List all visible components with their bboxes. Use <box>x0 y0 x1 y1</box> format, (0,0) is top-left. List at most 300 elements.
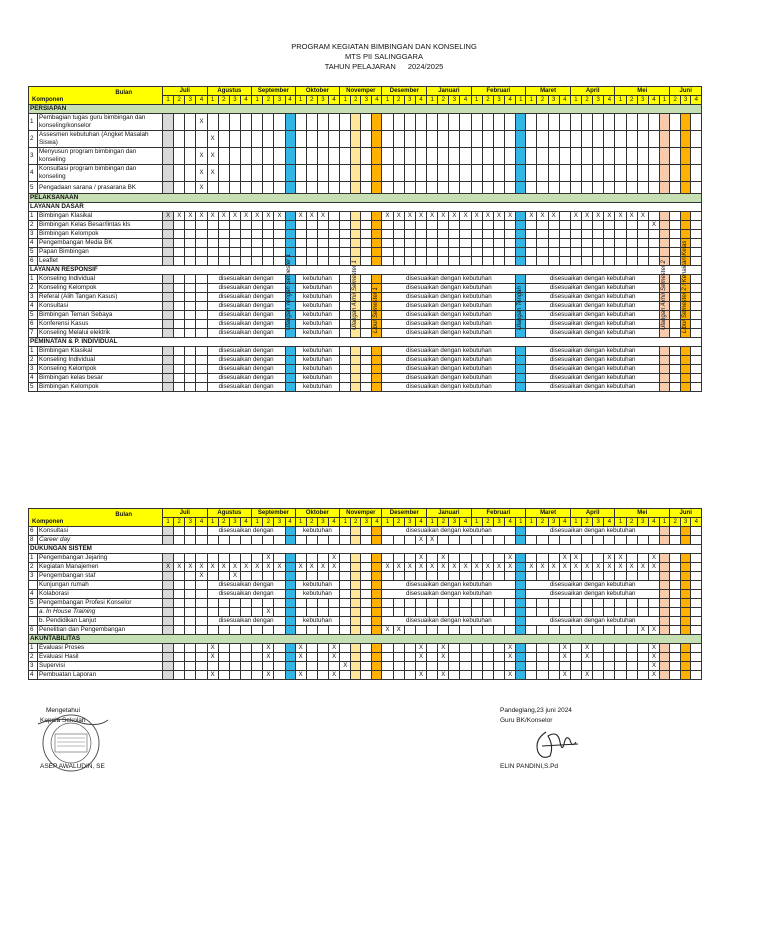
week-cell <box>471 536 482 545</box>
week-cell <box>263 248 274 257</box>
week-cell <box>526 599 537 608</box>
week-cell: X <box>263 653 274 662</box>
week-header: 3 <box>229 518 240 527</box>
week-cell <box>604 131 615 148</box>
vertical-band-utsem1 <box>285 644 295 653</box>
vertical-band-libur2 <box>681 114 691 131</box>
bulan-label: Bulan <box>115 512 132 518</box>
week-header: 3 <box>637 96 648 105</box>
week-cell: X <box>207 563 218 572</box>
week-cell: X <box>229 212 240 221</box>
week-cell <box>361 114 372 131</box>
week-cell <box>460 248 471 257</box>
vertical-band-utsem2 <box>516 563 526 572</box>
vertical-band-utsem1 <box>285 626 295 635</box>
activity-label: Kunjungan rumah <box>38 581 163 590</box>
week-cell: X <box>229 572 240 581</box>
month-header: Mei <box>615 509 670 518</box>
week-cell <box>317 114 328 131</box>
vertical-band-uasem2 <box>660 221 670 230</box>
row-number: 4 <box>29 239 38 248</box>
week-cell: X <box>207 671 218 680</box>
week-cell <box>229 644 240 653</box>
week-cell: X <box>427 212 438 221</box>
week-cell <box>548 131 559 148</box>
week-cell <box>229 248 240 257</box>
week-cell <box>415 626 426 635</box>
week-cell <box>615 626 626 635</box>
week-cell <box>252 182 263 194</box>
week-cell <box>163 284 174 293</box>
week-cell <box>218 608 229 617</box>
week-cell <box>582 148 593 165</box>
week-cell <box>404 239 415 248</box>
week-cell <box>295 554 306 563</box>
activity-row <box>29 239 702 248</box>
week-cell <box>252 230 263 239</box>
week-cell <box>670 608 681 617</box>
activity-row <box>29 165 702 182</box>
week-cell <box>449 662 460 671</box>
week-cell <box>637 662 648 671</box>
week-cell <box>427 148 438 165</box>
week-cell <box>361 284 372 293</box>
week-cell <box>438 608 449 617</box>
week-cell <box>329 248 340 257</box>
row-number: 3 <box>29 148 38 165</box>
activity-label: Evaluasi Hasil <box>38 653 163 662</box>
vertical-band-utsem2 <box>516 347 526 356</box>
row-number: 4 <box>29 302 38 311</box>
komponen-label: Komponen <box>32 519 64 525</box>
week-cell <box>218 239 229 248</box>
vertical-band-utsem1 <box>285 114 295 131</box>
week-header: 1 <box>295 96 306 105</box>
week-cell <box>593 536 604 545</box>
week-cell: X <box>505 653 516 662</box>
week-cell <box>691 608 702 617</box>
week-cell <box>218 131 229 148</box>
week-cell <box>340 590 351 599</box>
week-cell <box>460 148 471 165</box>
week-cell <box>306 182 317 194</box>
vertical-band-utsem2 <box>516 257 526 266</box>
week-cell <box>340 275 351 284</box>
week-cell <box>427 221 438 230</box>
week-cell: X <box>626 563 637 572</box>
vertical-band-libur1 <box>372 257 382 266</box>
week-cell <box>593 230 604 239</box>
week-cell <box>537 662 548 671</box>
week-cell <box>196 257 207 266</box>
schedule-table-2 <box>28 508 702 680</box>
week-cell <box>615 608 626 617</box>
week-cell <box>340 114 351 131</box>
schedule-note: disesuaikan dengan kebutuhan <box>382 365 516 374</box>
week-cell <box>493 554 504 563</box>
week-cell <box>570 626 581 635</box>
week-cell <box>361 590 372 599</box>
week-cell <box>185 617 196 626</box>
week-cell <box>393 536 404 545</box>
vertical-band-libur2 <box>681 131 691 148</box>
schedule-note: disesuaikan dengan kebutuhan <box>526 527 660 536</box>
week-cell <box>526 554 537 563</box>
week-header: 1 <box>207 96 218 105</box>
week-cell <box>637 572 648 581</box>
activity-label: Konseling Individual <box>38 356 163 365</box>
week-cell <box>393 114 404 131</box>
week-header: 3 <box>493 96 504 105</box>
week-cell <box>670 536 681 545</box>
schedule-note: kebutuhan <box>295 383 340 392</box>
week-cell <box>604 239 615 248</box>
week-cell <box>218 248 229 257</box>
week-cell <box>493 536 504 545</box>
week-cell <box>471 148 482 165</box>
week-cell <box>670 329 681 338</box>
week-cell <box>548 572 559 581</box>
week-cell: X <box>196 114 207 131</box>
week-cell <box>185 383 196 392</box>
week-cell <box>593 572 604 581</box>
vertical-band-libur1 <box>372 572 382 581</box>
week-cell <box>317 148 328 165</box>
week-cell <box>691 347 702 356</box>
week-cell <box>393 572 404 581</box>
week-header: 1 <box>207 518 218 527</box>
week-header: 1 <box>471 96 482 105</box>
week-cell <box>615 248 626 257</box>
title-line-1: PROGRAM KEGIATAN BIMBINGAN DAN KONSELING <box>291 42 477 51</box>
week-cell: X <box>615 563 626 572</box>
week-cell <box>670 356 681 365</box>
week-cell <box>393 165 404 182</box>
week-cell <box>637 148 648 165</box>
week-cell <box>241 662 252 671</box>
week-cell <box>637 644 648 653</box>
vertical-band-utsem2 <box>516 182 526 194</box>
month-header: Juni <box>670 87 702 96</box>
week-cell <box>229 182 240 194</box>
week-cell <box>340 284 351 293</box>
week-cell: X <box>163 563 174 572</box>
section-row <box>29 635 702 644</box>
vertical-band-libur1 <box>372 644 382 653</box>
row-number: 3 <box>29 572 38 581</box>
week-cell: X <box>604 554 615 563</box>
week-cell <box>163 131 174 148</box>
week-cell <box>174 248 185 257</box>
week-cell <box>393 554 404 563</box>
week-cell <box>559 572 570 581</box>
vertical-band-libur1 <box>372 212 382 221</box>
week-cell <box>317 572 328 581</box>
week-cell <box>471 626 482 635</box>
week-cell <box>329 626 340 635</box>
week-cell <box>626 608 637 617</box>
vertical-band-uasem1 <box>351 230 361 239</box>
week-cell <box>263 131 274 148</box>
vertical-band-libur2 <box>681 165 691 182</box>
vertical-band-libur1 <box>372 148 382 165</box>
activity-label: Konsultasi program bimbingan dan konseling <box>38 165 163 182</box>
week-cell <box>317 257 328 266</box>
schedule-note: disesuaikan dengan kebutuhan <box>382 374 516 383</box>
activity-label: Assesmen kebutuhan (Angket Masalah Siswa) <box>38 131 163 148</box>
vertical-band-uasem2 <box>660 527 670 536</box>
vertical-band-uasem2 <box>660 536 670 545</box>
week-cell <box>691 365 702 374</box>
vertical-band-utsem2 <box>516 383 526 392</box>
week-cell <box>274 257 285 266</box>
week-cell <box>340 148 351 165</box>
week-cell <box>361 653 372 662</box>
week-cell <box>306 230 317 239</box>
tahun-label: TAHUN PELAJARAN <box>324 62 396 71</box>
week-cell: X <box>317 563 328 572</box>
activity-label: Menyusun program bimbingan dan konseling <box>38 148 163 165</box>
week-cell <box>174 374 185 383</box>
week-cell <box>185 221 196 230</box>
week-cell <box>274 554 285 563</box>
week-header: 1 <box>295 518 306 527</box>
schedule-note: disesuaikan dengan <box>207 311 285 320</box>
week-cell <box>626 257 637 266</box>
week-header: 2 <box>626 96 637 105</box>
week-cell <box>241 230 252 239</box>
week-cell: X <box>615 212 626 221</box>
week-cell <box>185 653 196 662</box>
month-header-row <box>29 509 702 518</box>
week-cell <box>263 572 274 581</box>
week-cell <box>691 212 702 221</box>
week-cell: X <box>393 563 404 572</box>
week-cell <box>274 131 285 148</box>
week-cell <box>460 182 471 194</box>
week-cell <box>648 182 659 194</box>
week-cell <box>637 599 648 608</box>
month-header: Oktober <box>295 87 340 96</box>
week-cell: X <box>207 212 218 221</box>
vertical-band-utsem2 <box>516 230 526 239</box>
week-cell <box>196 221 207 230</box>
week-cell <box>196 248 207 257</box>
week-cell <box>460 536 471 545</box>
document-title <box>0 42 768 72</box>
week-cell <box>670 554 681 563</box>
week-cell <box>218 182 229 194</box>
week-cell <box>593 221 604 230</box>
schedule-note: disesuaikan dengan kebutuhan <box>382 302 516 311</box>
week-cell <box>471 230 482 239</box>
week-cell <box>559 599 570 608</box>
week-cell <box>648 536 659 545</box>
activity-label: Konseling Individual <box>38 275 163 284</box>
row-number: 2 <box>29 131 38 148</box>
week-cell <box>361 383 372 392</box>
row-number: 3 <box>29 230 38 239</box>
week-cell <box>537 239 548 248</box>
week-cell <box>582 608 593 617</box>
week-cell <box>218 230 229 239</box>
week-cell <box>295 182 306 194</box>
week-cell <box>207 662 218 671</box>
week-header: 3 <box>317 96 328 105</box>
schedule-note: kebutuhan <box>295 293 340 302</box>
week-cell <box>604 608 615 617</box>
week-cell <box>163 572 174 581</box>
week-cell <box>229 221 240 230</box>
week-cell <box>340 221 351 230</box>
week-cell <box>604 248 615 257</box>
vertical-band-libur2 <box>681 536 691 545</box>
week-cell <box>295 248 306 257</box>
week-cell <box>438 257 449 266</box>
week-cell <box>449 599 460 608</box>
week-cell <box>537 671 548 680</box>
week-cell <box>174 590 185 599</box>
vertical-band-utsem1 <box>285 536 295 545</box>
week-cell <box>593 257 604 266</box>
week-cell <box>670 131 681 148</box>
week-cell <box>449 221 460 230</box>
week-cell <box>637 230 648 239</box>
week-cell <box>252 644 263 653</box>
month-header: Desember <box>382 87 427 96</box>
vertical-band-uasem1 <box>351 182 361 194</box>
activity-label: Pembuatan Laporan <box>38 671 163 680</box>
week-cell: X <box>252 212 263 221</box>
week-cell <box>306 221 317 230</box>
week-header: 3 <box>274 96 285 105</box>
week-header: 1 <box>252 96 263 105</box>
row-number: 5 <box>29 248 38 257</box>
schedule-note: disesuaikan dengan <box>207 527 285 536</box>
week-cell <box>274 221 285 230</box>
week-cell <box>526 536 537 545</box>
vertical-band-uasem2 <box>660 114 670 131</box>
week-cell <box>460 626 471 635</box>
month-header: Juli <box>163 87 208 96</box>
week-cell <box>593 662 604 671</box>
week-cell: X <box>648 554 659 563</box>
activity-label: Konsultasi <box>38 527 163 536</box>
week-cell <box>449 572 460 581</box>
bulan-label: Bulan <box>115 90 132 96</box>
week-cell: X <box>604 212 615 221</box>
week-cell: X <box>329 554 340 563</box>
week-header: 2 <box>306 518 317 527</box>
week-cell: X <box>526 212 537 221</box>
week-cell <box>637 608 648 617</box>
week-cell <box>626 148 637 165</box>
week-cell <box>691 248 702 257</box>
vertical-band-utsem2 <box>516 536 526 545</box>
week-cell <box>438 599 449 608</box>
week-cell <box>218 221 229 230</box>
week-cell <box>361 329 372 338</box>
week-cell <box>263 626 274 635</box>
week-cell <box>163 374 174 383</box>
week-cell <box>615 536 626 545</box>
week-cell <box>241 248 252 257</box>
week-cell: X <box>493 212 504 221</box>
week-cell <box>361 212 372 221</box>
week-cell <box>691 329 702 338</box>
week-cell <box>427 572 438 581</box>
week-cell <box>415 248 426 257</box>
week-cell <box>163 347 174 356</box>
week-cell <box>670 212 681 221</box>
week-cell <box>361 374 372 383</box>
week-cell <box>493 148 504 165</box>
week-cell <box>615 221 626 230</box>
week-cell <box>185 302 196 311</box>
week-cell <box>593 131 604 148</box>
week-cell: X <box>593 563 604 572</box>
week-cell <box>404 626 415 635</box>
activity-row <box>29 257 702 266</box>
week-cell: X <box>241 212 252 221</box>
week-cell <box>196 293 207 302</box>
week-cell <box>241 221 252 230</box>
week-header: 2 <box>306 96 317 105</box>
week-header: 4 <box>196 96 207 105</box>
activity-row <box>29 347 702 356</box>
section-row <box>29 105 702 114</box>
week-cell <box>241 182 252 194</box>
vertical-band-libur1 <box>372 383 382 392</box>
week-cell <box>505 572 516 581</box>
week-cell <box>274 644 285 653</box>
week-cell <box>185 293 196 302</box>
week-cell <box>670 248 681 257</box>
week-cell <box>691 114 702 131</box>
schedule-note: disesuaikan dengan <box>207 590 285 599</box>
week-cell <box>185 590 196 599</box>
month-header-row <box>29 87 702 96</box>
schedule-note: disesuaikan dengan <box>207 617 285 626</box>
week-cell: X <box>295 671 306 680</box>
week-cell <box>361 644 372 653</box>
week-cell <box>174 311 185 320</box>
vertical-band-uasem2 <box>660 383 670 392</box>
week-cell <box>361 148 372 165</box>
activity-row <box>29 311 702 320</box>
week-cell <box>604 165 615 182</box>
vertical-band-libur1 <box>372 671 382 680</box>
week-cell <box>537 536 548 545</box>
week-header: 1 <box>526 518 537 527</box>
week-cell <box>427 230 438 239</box>
week-cell <box>526 671 537 680</box>
schedule-note: disesuaikan dengan kebutuhan <box>526 320 660 329</box>
vertical-band-libur2 <box>681 212 691 221</box>
week-cell <box>317 653 328 662</box>
activity-label: Bimbingan Kelompok <box>38 383 163 392</box>
vertical-band-libur1 <box>372 347 382 356</box>
week-cell <box>196 554 207 563</box>
vertical-band-uasem2 <box>660 248 670 257</box>
week-cell <box>340 608 351 617</box>
week-cell <box>415 165 426 182</box>
row-number: 2 <box>29 356 38 365</box>
week-cell <box>570 644 581 653</box>
vertical-band-libur2 <box>681 365 691 374</box>
week-header: 1 <box>427 518 438 527</box>
week-cell <box>185 599 196 608</box>
